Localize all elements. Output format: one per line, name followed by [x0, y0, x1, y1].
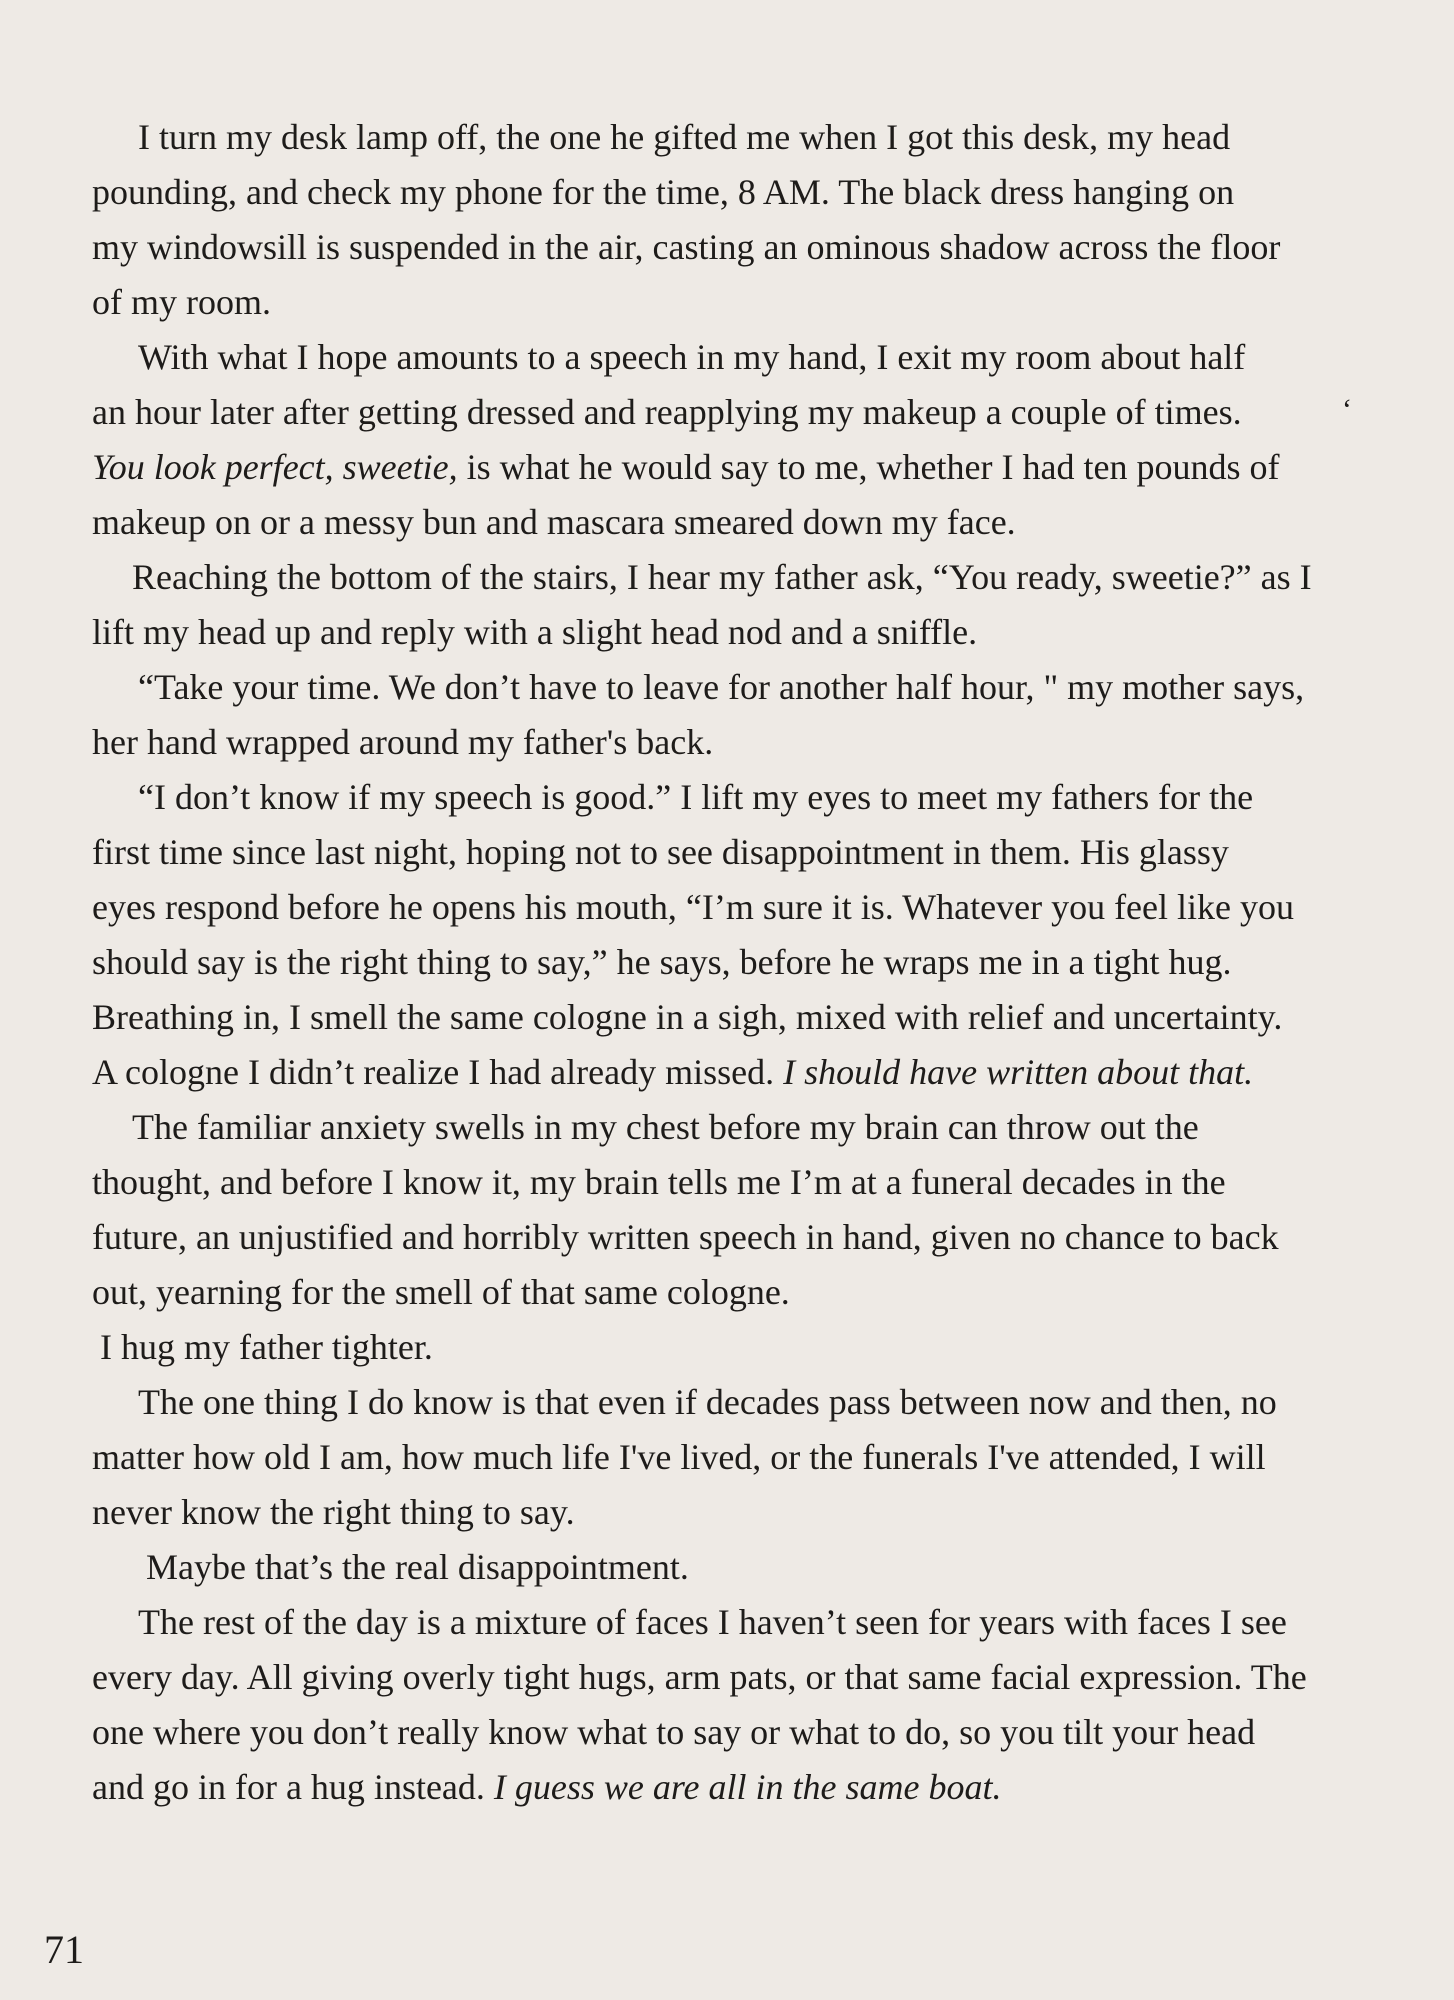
text-line: never know the right thing to say.: [92, 1492, 575, 1532]
text-line: pounding, and check my phone for the time, 8 AM. The black dress hanging on: [92, 172, 1235, 212]
page-number: 71: [44, 1927, 84, 1972]
text-line: The rest of the day is a mixture of faces I haven’t seen for years with faces I see: [138, 1602, 1287, 1642]
text-line: thought, and before I know it, my brain tells me I’m at a funeral decades in the: [92, 1162, 1226, 1202]
stray-quote-mark: ‘: [1342, 393, 1352, 426]
text-line: lift my head up and reply with a slight head nod and a sniffle.: [92, 612, 978, 652]
text-line: I hug my father tighter.: [100, 1327, 433, 1367]
text-line: Reaching the bottom of the stairs, I hear my father ask, “You ready, sweetie?” as I: [132, 557, 1312, 597]
text-line: “Take your time. We don’t have to leave for another half hour, " my mother says,: [138, 667, 1305, 707]
text-line: The one thing I do know is that even if decades pass between now and then, no: [138, 1382, 1277, 1422]
text-line: my windowsill is suspended in the air, casting an ominous shadow across the floor: [92, 227, 1281, 267]
text-line: Maybe that’s the real disappointment.: [146, 1547, 689, 1587]
text-line: first time since last night, hoping not to see disappointment in them. His glassy: [92, 832, 1229, 872]
text-line: should say is the right thing to say,” he says, before he wraps me in a tight hug.: [92, 942, 1232, 982]
text-line: matter how old I am, how much life I've lived, or the funerals I've attended, I will: [92, 1437, 1266, 1477]
text-line: her hand wrapped around my father's back.: [92, 722, 714, 762]
text-line: You look perfect, sweetie, is what he would say to me, whether I had ten pounds of: [92, 447, 1280, 487]
text-line: and go in for a hug instead. I guess we are all in the same boat.: [92, 1767, 1002, 1807]
text-line: future, an unjustified and horribly written speech in hand, given no chance to back: [92, 1217, 1279, 1257]
italic-thought: You look perfect, sweetie,: [92, 447, 458, 487]
text-line: one where you don’t really know what to say or what to do, so you tilt your head: [92, 1712, 1256, 1752]
text-line: every day. All giving overly tight hugs, arm pats, or that same facial expression. The: [92, 1657, 1307, 1697]
text-line: out, yearning for the smell of that same cologne.: [92, 1272, 790, 1312]
text-line: eyes respond before he opens his mouth, “I’m sure it is. Whatever you feel like you: [92, 887, 1294, 927]
text-line: makeup on or a messy bun and mascara smeared down my face.: [92, 502, 1016, 542]
text-line: A cologne I didn’t realize I had already missed. I should have written about that.: [92, 1052, 1254, 1092]
text-line: I turn my desk lamp off, the one he gifted me when I got this desk, my head: [138, 117, 1231, 157]
text-line: Breathing in, I smell the same cologne in a sigh, mixed with relief and uncertainty.: [92, 997, 1283, 1037]
text-line: The familiar anxiety swells in my chest before my brain can throw out the: [132, 1107, 1199, 1147]
italic-thought: I guess we are all in the same boat.: [493, 1767, 1002, 1807]
italic-thought: I should have written about that.: [783, 1052, 1254, 1092]
text-line: With what I hope amounts to a speech in my hand, I exit my room about half: [138, 337, 1246, 377]
text-line: an hour later after getting dressed and reapplying my makeup a couple of times.: [92, 392, 1242, 432]
text-line: of my room.: [92, 282, 271, 322]
text-line: “I don’t know if my speech is good.” I lift my eyes to meet my fathers for the: [138, 777, 1254, 817]
